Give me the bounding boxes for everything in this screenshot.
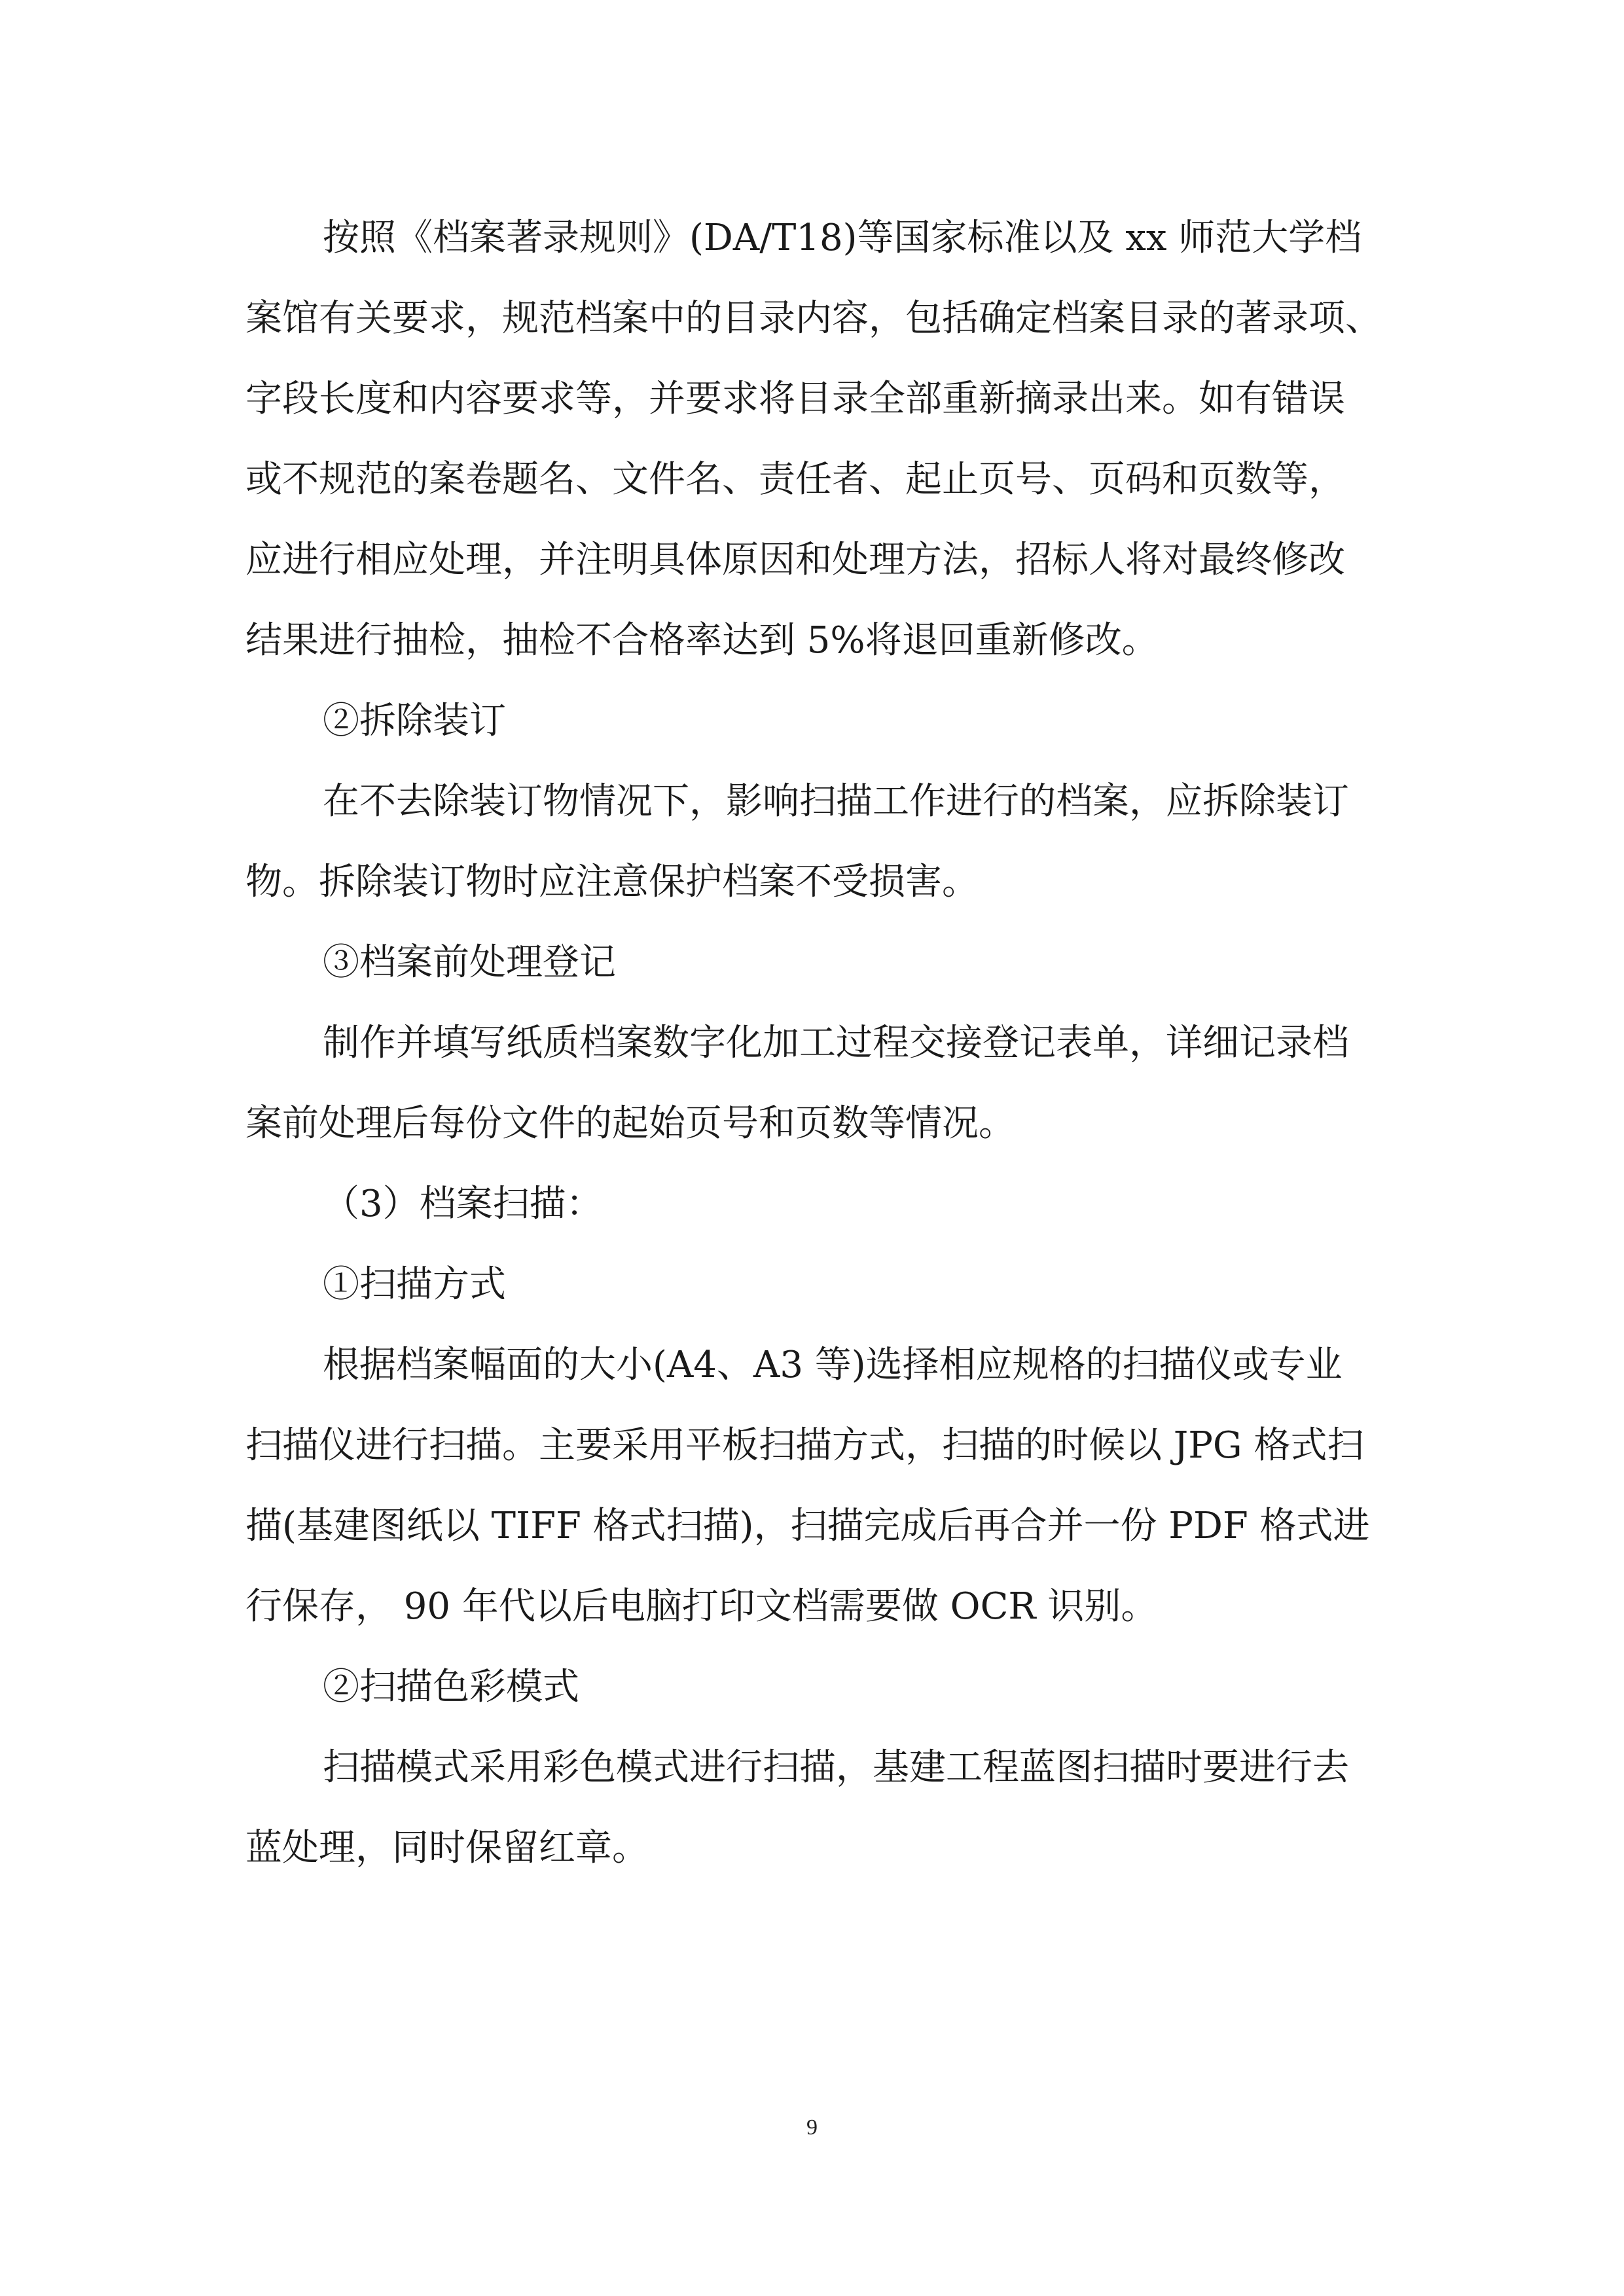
paragraph-line: 蓝处理，同时保留红章。	[245, 1827, 649, 1869]
body-text	[245, 198, 1384, 1888]
paragraph-line: 字段长度和内容要求等，并要求将目录全部重新摘录出来。如有错误	[245, 378, 1345, 420]
paragraph-line: 结果进行抽检，抽检不合格率达到 5%将退回重新修改。	[245, 619, 1159, 662]
section-heading: ①扫描方式	[323, 1263, 506, 1306]
paragraph-line: 扫描仪进行扫描。主要采用平板扫描方式，扫描的时候以 JPG 格式扫	[245, 1424, 1364, 1467]
page-number: 9	[806, 2115, 818, 2140]
paragraph-line: 描(基建图纸以 TIFF 格式扫描)，扫描完成后再合并一份 PDF 格式进	[245, 1505, 1370, 1547]
paragraph-line: 行保存， 90 年代以后电脑打印文档需要做 OCR 识别。	[245, 1585, 1158, 1628]
section-heading: （3）档案扫描：	[323, 1183, 603, 1225]
paragraph-line: 扫描模式采用彩色模式进行扫描，基建工程蓝图扫描时要进行去	[323, 1746, 1349, 1789]
paragraph-line: 应进行相应处理，并注明具体原因和处理方法，招标人将对最终修改	[245, 539, 1345, 581]
section-heading: ②扫描色彩模式	[323, 1666, 579, 1708]
section-heading: ②拆除装订	[323, 700, 506, 742]
paragraph-line: 或不规范的案卷题名、文件名、责任者、起止页号、页码和页数等，	[245, 458, 1345, 501]
paragraph-line: 制作并填写纸质档案数字化加工过程交接登记表单，详细记录档	[323, 1022, 1349, 1064]
paragraph-line: 物。拆除装订物时应注意保护档案不受损害。	[245, 861, 979, 903]
section-heading: ③档案前处理登记	[323, 941, 616, 984]
paragraph-line: 案馆有关要求，规范档案中的目录内容，包括确定档案目录的著录项、	[245, 297, 1382, 340]
paragraph-line: 案前处理后每份文件的起始页号和页数等情况。	[245, 1102, 1015, 1145]
paragraph-line: 根据档案幅面的大小(A4、A3 等)选择相应规格的扫描仪或专业	[323, 1344, 1343, 1386]
paragraph-line: 在不去除装订物情况下，影响扫描工作进行的档案，应拆除装订	[323, 780, 1349, 823]
paragraph-line: 按照《档案著录规则》(DA/T18)等国家标准以及 xx 师范大学档	[323, 217, 1362, 259]
